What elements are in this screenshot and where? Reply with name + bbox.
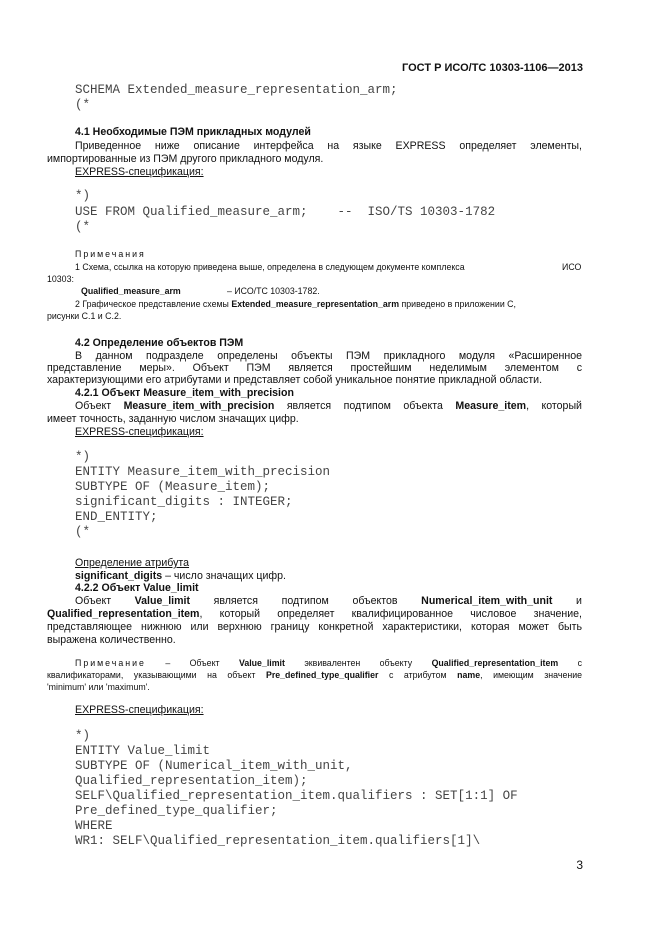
paragraph-line: характеризующими его атрибутами и представляет собой уникальное понятие прикладной области. <box>47 374 543 386</box>
note-text: 1 Схема, ссылка на которую приведена выше, определена в следующем документе комплекса <box>75 262 465 272</box>
express-spec-label: EXPRESS-спецификация: <box>75 426 204 438</box>
code-line: Pre_defined_type_qualifier; <box>75 804 278 818</box>
code-line: ENTITY Value_limit <box>75 744 211 758</box>
code-line: WR1: SELF\Qualified_representation_item.qualifiers[1]\ <box>75 834 481 848</box>
document-header: ГОСТ Р ИСО/ТС 10303-1106—2013 <box>402 62 583 74</box>
code-line: ENTITY Measure_item_with_precision <box>75 465 331 479</box>
paragraph-line: выражена количественно. <box>47 634 176 646</box>
code-line: SUBTYPE OF (Numerical_item_with_unit, <box>75 759 353 773</box>
express-spec-label: EXPRESS-спецификация: <box>75 166 204 178</box>
code-line: significant_digits : INTEGER; <box>75 495 293 509</box>
note-text: 'minimum' или 'maximum'. <box>47 682 150 692</box>
note-text: рисунки С.1 и С.2. <box>47 311 122 321</box>
paragraph-line: Qualified_representation_item, который определяет квалифицированное числовое значение, <box>47 608 582 620</box>
code-line: Qualified_representation_item); <box>75 774 308 788</box>
paragraph-line: В данном подразделе определены объекты ПЭМ прикладного модуля «Расширенное <box>75 350 582 362</box>
paragraph-line: имеет точность, заданную числом значащих цифр. <box>47 413 299 425</box>
code-line: SUBTYPE OF (Measure_item); <box>75 480 271 494</box>
code-line: (* <box>75 525 91 539</box>
paragraph-line: Объект Measure_item_with_precision является подтипом объекта Measure_item, который <box>75 400 582 412</box>
paragraph-line: импортированные из ПЭМ другого прикладного модуля. <box>47 153 324 165</box>
note-text: Примечание – Объект Value_limit эквивалентен объекту Qualified_representation_item с <box>75 658 582 668</box>
note-ref-std: – ИСО/ТС 10303-1782. <box>227 286 320 296</box>
code-line: WHERE <box>75 819 113 833</box>
attribute-definition-title: Определение атрибута <box>75 557 190 569</box>
attribute-definition: significant_digits – число значащих цифр. <box>75 570 286 582</box>
code-line: *) <box>75 189 91 203</box>
subsection-heading: 4.2.1 Объект Measure_item_with_precision <box>75 387 294 399</box>
code-line: USE FROM Qualified_measure_arm; -- ISO/TS 10303-1782 <box>75 205 496 219</box>
note-ref-name: Qualified_measure_arm <box>81 286 181 296</box>
section-heading: 4.2 Определение объектов ПЭМ <box>75 337 244 349</box>
notes-title: Примечания <box>75 249 146 259</box>
paragraph-line: представляющее нижнюю или верхнюю границу конкретной характеристики, которая может быть <box>47 621 582 633</box>
code-line: SELF\Qualified_representation_item.qualifiers : SET[1:1] OF <box>75 789 518 803</box>
code-line: (* <box>75 98 91 112</box>
code-line: END_ENTITY; <box>75 510 158 524</box>
code-line: *) <box>75 450 91 464</box>
paragraph-line: Объект Value_limit является подтипом объектов Numerical_item_with_unit и <box>75 595 582 607</box>
section-heading: 4.1 Необходимые ПЭМ прикладных модулей <box>75 126 311 138</box>
note-text: ИСО <box>562 262 582 272</box>
express-spec-label: EXPRESS-спецификация: <box>75 704 204 716</box>
note-text: квалификаторами, указывающими на объект Pre_defined_type_qualifier с атрибутом name, имеющим значение <box>47 670 582 680</box>
page-number: 3 <box>576 858 583 872</box>
note-text: 10303: <box>47 274 74 284</box>
subsection-heading: 4.2.2 Объект Value_limit <box>75 582 199 594</box>
paragraph-line: Приведенное ниже описание интерфейса на языке EXPRESS определяет элементы, <box>75 140 582 152</box>
note-text: 2 Графическое представление схемы Extended_measure_representation_arm приведено в приложении С, <box>75 299 516 309</box>
code-line: *) <box>75 729 91 743</box>
code-line: (* <box>75 220 91 234</box>
paragraph-line: представление меры». Объект ПЭМ является простейшим неделимым элементом с <box>47 362 582 374</box>
code-line: SCHEMA Extended_measure_representation_arm; <box>75 83 398 97</box>
